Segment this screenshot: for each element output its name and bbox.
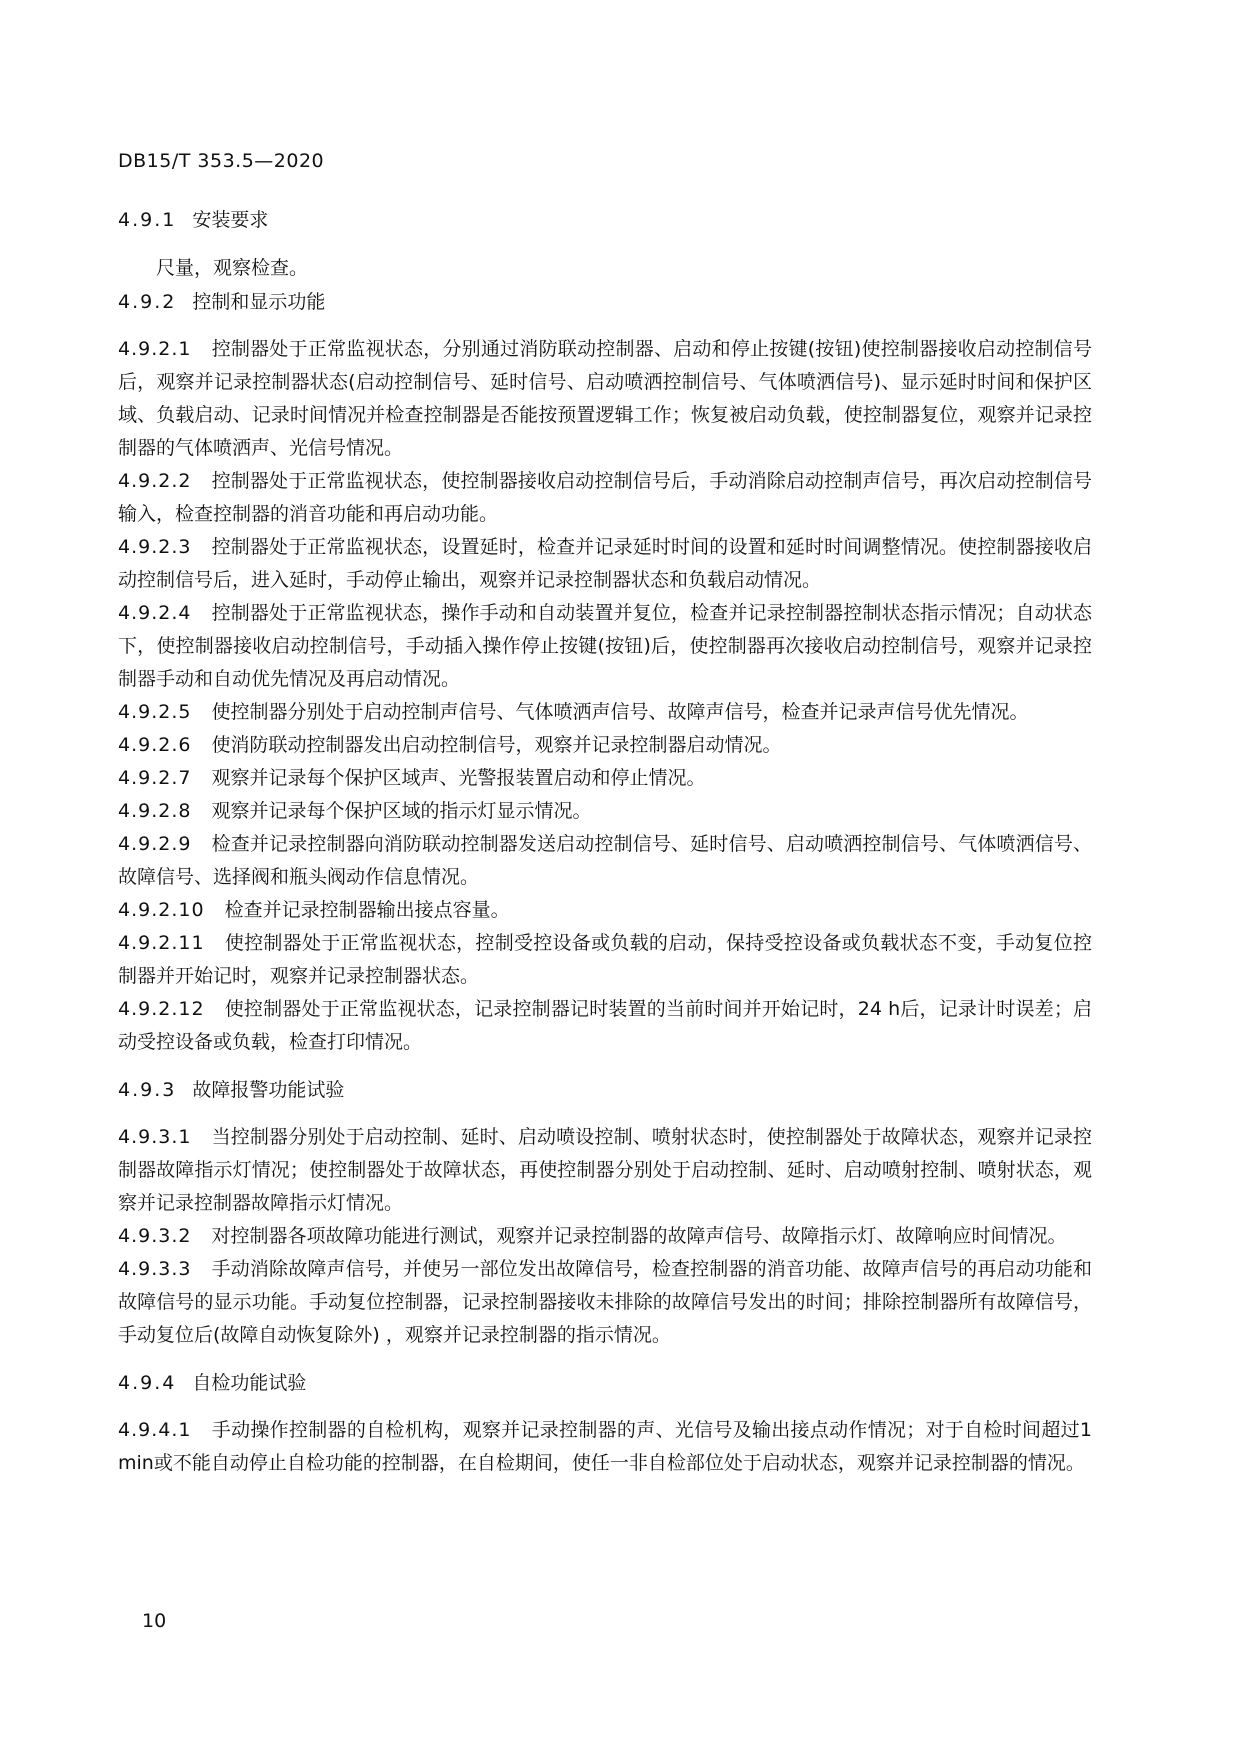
clause-text: 控制器处于正常监视状态，分别通过消防联动控制器、启动和停止按键(按钮)使控制器接收启动控制信号后，观察并记录控制器状态(启动控制信号、延时信号、启动喷洒控制信号、气体喷洒信号)、显示延时时间和保护区域、负载启动、记录时间情况并检查控制器是否能按预置逻辑工作；恢复被启动负载，使控制器复位，观察并记录控制器的气体喷洒声、光信号情况。 <box>118 338 1092 459</box>
clause-number: 4.9.2.5 <box>118 701 192 723</box>
clause-4-9-2-4 <box>118 597 1092 696</box>
clause-4-9-4-1 <box>118 1414 1092 1480</box>
clause-number: 4.9.3.3 <box>118 1258 192 1280</box>
clause-text: 使控制器分别处于启动控制声信号、气体喷洒声信号、故障声信号，检查并记录声信号优先情况。 <box>211 701 1029 723</box>
section-title: 安装要求 <box>192 209 269 231</box>
clause-4-9-2-1 <box>118 333 1092 465</box>
clause-text: 使控制器处于正常监视状态，记录控制器记时装置的当前时间并开始记时，24 h后，记录计时误差；启动受控设备或负载，检查打印情况。 <box>118 998 1092 1053</box>
section-title: 自检功能试验 <box>192 1372 307 1394</box>
clause-text: 对控制器各项故障功能进行测试，观察并记录控制器的故障声信号、故障指示灯、故障响应时间情况。 <box>211 1225 1067 1247</box>
clause-number: 4.9.2.6 <box>118 734 192 756</box>
section-number: 4.9.2 <box>118 291 177 313</box>
clause-text: 使消防联动控制器发出启动控制信号，观察并记录控制器启动情况。 <box>211 734 782 756</box>
clause-text: 观察并记录每个保护区域的指示灯显示情况。 <box>211 800 592 822</box>
clause-number: 4.9.4.1 <box>118 1419 192 1441</box>
clause-4-9-2-6 <box>118 729 1092 762</box>
clause-number: 4.9.2.1 <box>118 338 192 360</box>
clause-number: 4.9.3.1 <box>118 1126 192 1148</box>
clause-number: 4.9.2.10 <box>118 899 205 921</box>
section-title: 故障报警功能试验 <box>192 1079 345 1101</box>
clause-number: 4.9.2.3 <box>118 536 192 558</box>
section-number: 4.9.1 <box>118 209 177 231</box>
clause-text: 检查并记录控制器向消防联动控制器发送启动控制信号、延时信号、启动喷洒控制信号、气体喷洒信号、故障信号、选择阀和瓶头阀动作信息情况。 <box>118 833 1092 888</box>
clause-4-9-3-3 <box>118 1253 1092 1352</box>
clause-number: 4.9.3.2 <box>118 1225 192 1247</box>
section-heading-4-9-3 <box>118 1073 1092 1107</box>
clause-text: 使控制器处于正常监视状态，控制受控设备或负载的启动，保持受控设备或负载状态不变，手动复位控制器并开始记时，观察并记录控制器状态。 <box>118 932 1092 987</box>
clause-4-9-2-3 <box>118 531 1092 597</box>
clause-number: 4.9.2.12 <box>118 998 205 1020</box>
clause-text: 控制器处于正常监视状态，设置延时，检查并记录延时时间的设置和延时时间调整情况。使控制器接收启动控制信号后，进入延时，手动停止输出，观察并记录控制器状态和负载启动情况。 <box>118 536 1092 591</box>
clause-4-9-2-12 <box>118 993 1092 1059</box>
section-number: 4.9.4 <box>118 1372 177 1394</box>
clause-4-9-3-2 <box>118 1220 1092 1253</box>
clause-number: 4.9.2.2 <box>118 470 192 492</box>
clause-number: 4.9.2.9 <box>118 833 192 855</box>
clause-text: 观察并记录每个保护区域声、光警报装置启动和停止情况。 <box>211 767 706 789</box>
clause-number: 4.9.2.8 <box>118 800 192 822</box>
document-id-header: DB15/T 353.5—2020 <box>118 150 325 172</box>
clause-text: 控制器处于正常监视状态，操作手动和自动装置并复位，检查并记录控制器控制状态指示情况；自动状态下，使控制器接收启动控制信号，手动插入操作停止按键(按钮)后，使控制器再次接收启动控制信号，观察并记录控制器手动和自动优先情况及再启动情况。 <box>118 602 1092 690</box>
section-heading-4-9-1 <box>118 203 1092 237</box>
section-heading-4-9-4 <box>118 1366 1092 1400</box>
clause-text: 当控制器分别处于启动控制、延时、启动喷设控制、喷射状态时，使控制器处于故障状态，观察并记录控制器故障指示灯情况；使控制器处于故障状态，再使控制器分别处于启动控制、延时、启动喷射控制、喷射状态，观察并记录控制器故障指示灯情况。 <box>118 1126 1092 1214</box>
clause-number: 4.9.2.11 <box>118 932 205 954</box>
page-content <box>118 203 1092 1480</box>
section-title: 控制和显示功能 <box>192 291 326 313</box>
clause-text: 手动消除故障声信号，并使另一部位发出故障信号，检查控制器的消音功能、故障声信号的再启动功能和故障信号的显示功能。手动复位控制器，记录控制器接收未排除的故障信号发出的时间；排除控制器所有故障信号，手动复位后(故障自动恢复除外) ，观察并记录控制器的指示情况。 <box>118 1258 1092 1346</box>
clause-4-9-2-8 <box>118 795 1092 828</box>
clause-4-9-2-2 <box>118 465 1092 531</box>
clause-number: 4.9.2.4 <box>118 602 192 624</box>
clause-text: 控制器处于正常监视状态，使控制器接收启动控制信号后，手动消除启动控制声信号，再次启动控制信号输入，检查控制器的消音功能和再启动功能。 <box>118 470 1092 525</box>
section-heading-4-9-2 <box>118 285 1092 319</box>
clause-4-9-2-10 <box>118 894 1092 927</box>
section-4-9-1-body: 尺量，观察检查。 <box>156 257 309 279</box>
clause-number: 4.9.2.7 <box>118 767 192 789</box>
section-number: 4.9.3 <box>118 1079 177 1101</box>
clause-4-9-3-1 <box>118 1121 1092 1220</box>
clause-text: 手动操作控制器的自检机构，观察并记录控制器的声、光信号及输出接点动作情况；对于自检时间超过1 min或不能自动停止自检功能的控制器，在自检期间，使任一非自检部位处于启动状态，观察并记录控制器的情况。 <box>118 1419 1092 1474</box>
clause-4-9-2-7 <box>118 762 1092 795</box>
clause-4-9-2-11 <box>118 927 1092 993</box>
clause-4-9-2-9 <box>118 828 1092 894</box>
clause-text: 检查并记录控制器输出接点容量。 <box>224 899 510 921</box>
clause-4-9-2-5 <box>118 696 1092 729</box>
page-number: 10 <box>142 1610 167 1632</box>
